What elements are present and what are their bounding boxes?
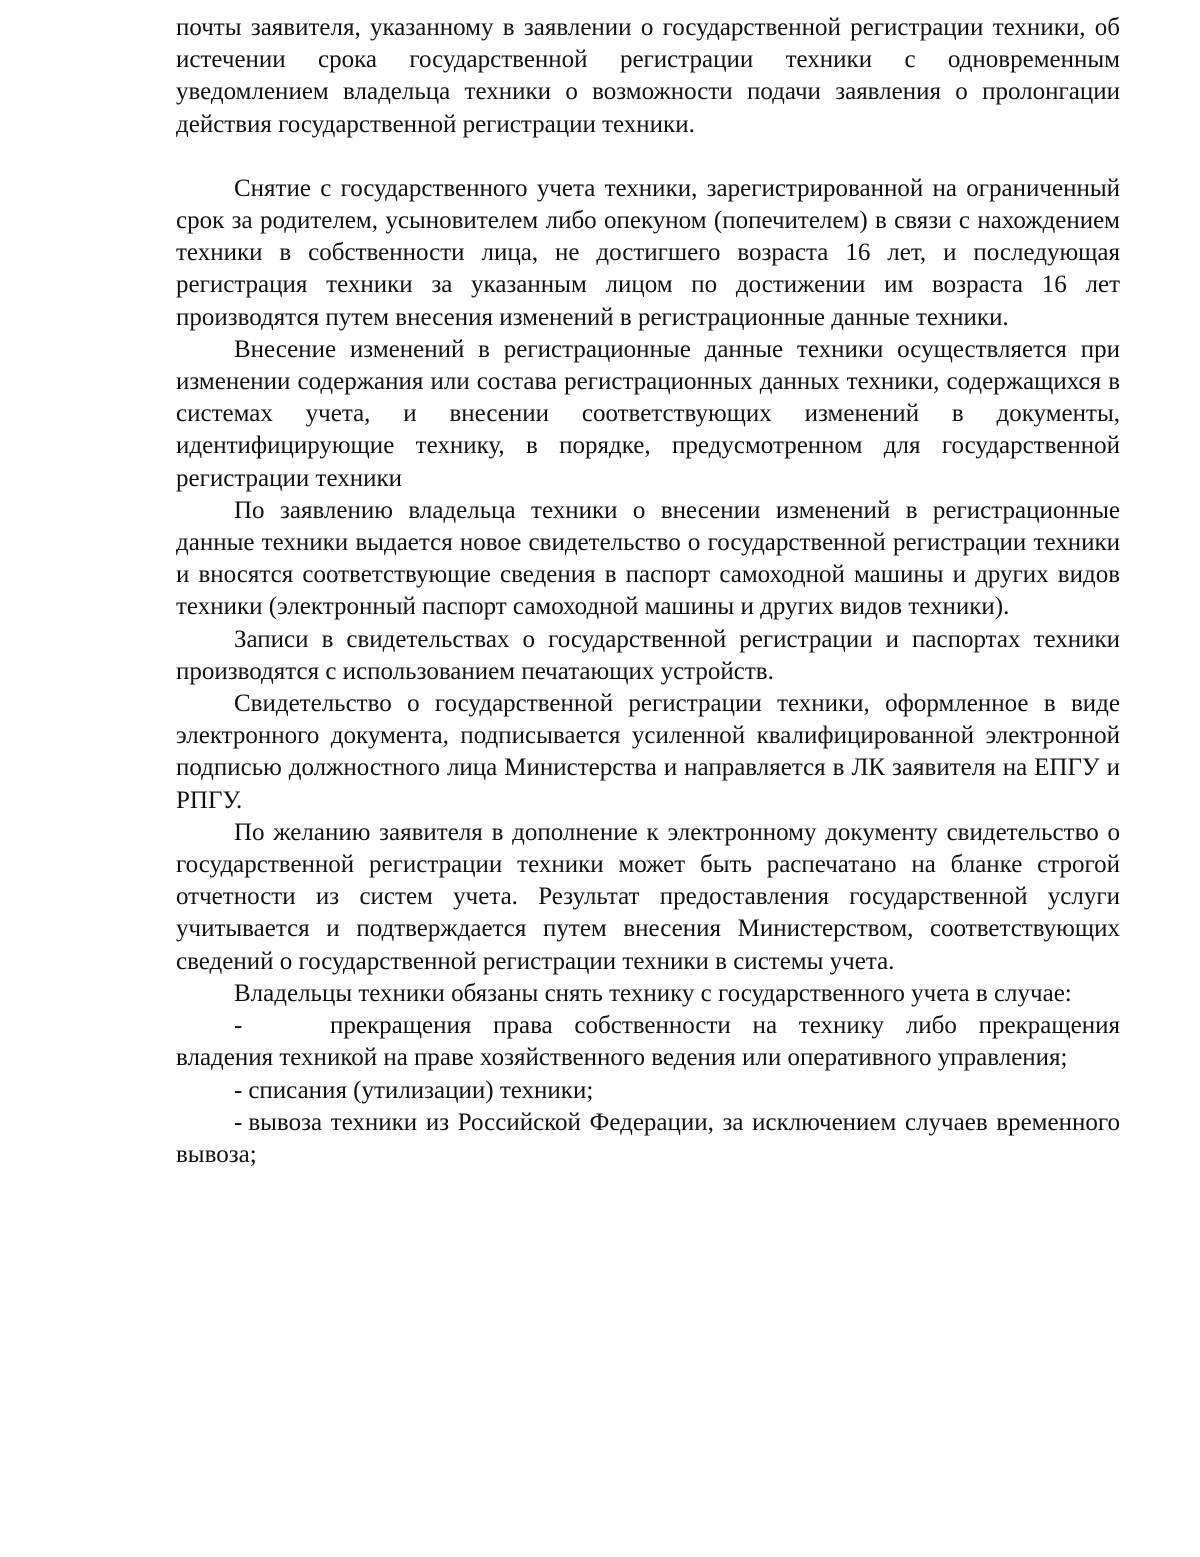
paragraph-new-certificate: По заявлению владельца техники о внесении изменений в регистрационные данные техники выдается новое свидетельство о государственной регистрации техники и вносятся соответствующие сведения в паспорт самоходной машины и других видов техники (электронный паспорт самоходной машины и других видов техники).: [176, 496, 1120, 621]
paragraph-registration-changes: Внесение изменений в регистрационные данные техники осуществляется при изменении содержания или состава регистрационных данных техники, содержащихся в системах учета, и внесении соответствующих изменений в документы, идентифицирующие технику, в порядке, предусмотренном для государственной регистрации техники: [176, 335, 1120, 492]
list-item-write-off: [176, 1075, 1120, 1107]
list-dash: -: [234, 1012, 243, 1040]
paragraph-electronic-certificate: Свидетельство о государственной регистрации техники, оформленное в виде электронного документа, подписывается усиленной квалифицированной электронной подписью должностного лица Министерства и направляется в ЛК заявителя на ЕПГУ и РПГУ.: [176, 690, 1120, 814]
list-item-text: списания (утилизации) техники;: [248, 1076, 594, 1104]
paragraph-owner-obligations: Владельцы техники обязаны снять технику с государственного учета в случае:: [234, 979, 1072, 1007]
list-dash: -: [234, 1076, 243, 1104]
list-item-export: [176, 1107, 1120, 1171]
list-item-text: прекращения права собственности на технику либо прекращения владения техникой на праве хозяйственного ведения или оперативного управления;: [176, 1012, 1120, 1072]
document-page: [176, 12, 1120, 1171]
paragraph-deregistration-minor: Снятие с государственного учета техники, зарегистрированной на ограниченный срок за родителем, усыновителем либо опекуном (попечителем) в связи с нахождением техники в собственности лица, не достигшего возраста 16 лет, и последующая регистрация техники за указанным лицом по достижении им возраста 16 лет производятся путем внесения изменений в регистрационные данные техники.: [176, 174, 1120, 331]
paragraph-notification-continuation: почты заявителя, указанному в заявлении о государственной регистрации техники, об истечении срока государственной регистрации техники с одновременным уведомлением владельца техники о возможности подачи заявления о пролонгации действия государственной регистрации техники.: [176, 14, 1120, 138]
list-dash: -: [234, 1108, 243, 1136]
paragraph-printing-devices: Записи в свидетельствах о государственной регистрации и паспортах техники производятся с использованием печатающих устройств.: [176, 625, 1120, 685]
paragraph-paper-certificate: По желанию заявителя в дополнение к электронному документу свидетельство о государственной регистрации техники может быть распечатано на бланке строгой отчетности из систем учета. Результат предоставления государственной услуги учитывается и подтверждается путем внесения Министерством, соответствующих сведений о государственной регистрации техники в системы учета.: [176, 818, 1120, 975]
list-item-ownership-termination: [176, 1010, 1120, 1074]
list-item-text: вывоза техники из Российской Федерации, за исключением случаев временного вывоза;: [176, 1108, 1120, 1168]
